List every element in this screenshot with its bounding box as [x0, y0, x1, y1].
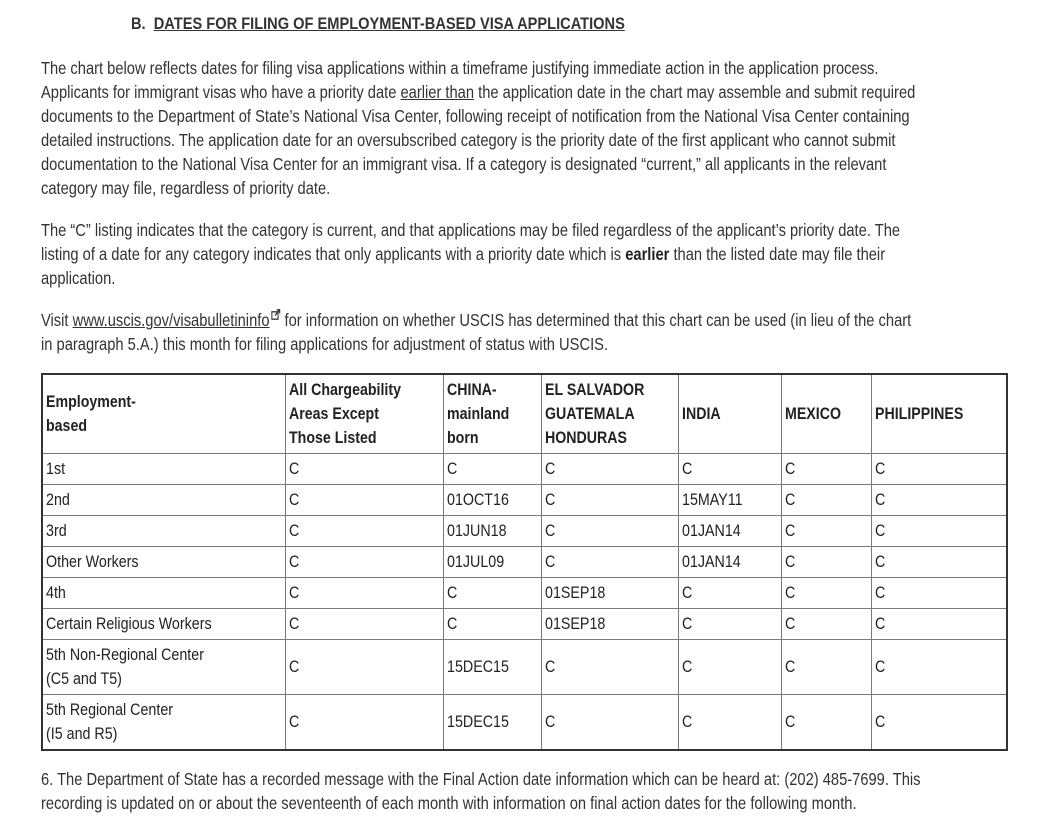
- date-cell-el-salvador-guatemala-honduras: [541, 485, 679, 516]
- date-cell-india: [679, 454, 782, 485]
- date-value: C: [289, 583, 300, 602]
- date-cell-philippines: [871, 578, 1007, 609]
- date-value: C: [874, 552, 886, 571]
- date-value: 01JUL09: [446, 552, 504, 571]
- date-value: C: [544, 459, 555, 478]
- date-value: C: [682, 657, 693, 676]
- c-listing-line: than the listed date may file their: [669, 244, 886, 264]
- table-header-row: [42, 374, 1007, 454]
- date-cell-china: [443, 516, 541, 547]
- date-cell-all-chargeability: [286, 640, 444, 695]
- intro-paragraph: [41, 56, 1049, 200]
- date-cell-mexico: [782, 695, 872, 751]
- date-value: 01SEP18: [544, 583, 605, 602]
- date-cell-philippines: [871, 547, 1007, 578]
- date-cell-india: [679, 578, 782, 609]
- footer-paragraph: [41, 767, 1049, 815]
- date-cell-el-salvador-guatemala-honduras: [541, 516, 679, 547]
- category-label: 3rd: [46, 521, 67, 540]
- header-india: INDIA: [679, 374, 782, 454]
- date-value: 01OCT16: [446, 490, 509, 509]
- category-label: 2nd: [46, 490, 70, 509]
- date-value: C: [544, 521, 555, 540]
- c-listing-paragraph: [41, 218, 1049, 290]
- date-value: C: [785, 712, 796, 731]
- category-cell: [42, 454, 286, 485]
- uscis-visabulletin-link[interactable]: www.uscis.gov/visabulletininfo: [72, 310, 270, 330]
- date-value: 15DEC15: [446, 712, 509, 731]
- date-value: C: [874, 521, 886, 540]
- date-cell-philippines: [871, 516, 1007, 547]
- date-cell-all-chargeability: [286, 454, 444, 485]
- date-value: C: [682, 614, 693, 633]
- date-value: C: [682, 712, 693, 731]
- visit-text: in paragraph 5.A.) this month for filing applications for adjustment of status with USCIS.: [41, 334, 609, 354]
- date-value: C: [785, 459, 796, 478]
- table-row: [42, 578, 1007, 609]
- date-value: C: [544, 657, 555, 676]
- date-value: C: [446, 614, 458, 633]
- table-row: [42, 695, 1007, 751]
- date-cell-china: [443, 454, 541, 485]
- date-cell-el-salvador-guatemala-honduras: [541, 609, 679, 640]
- c-listing-line: application.: [41, 268, 116, 288]
- intro-line: detailed instructions. The application date for an oversubscribed category is the priority date of the first applicant who cannot submit: [41, 130, 896, 150]
- date-value: C: [289, 459, 300, 478]
- category-cell: [42, 485, 286, 516]
- category-label: 1st: [46, 459, 66, 478]
- table-row: [42, 454, 1007, 485]
- date-cell-india: [679, 516, 782, 547]
- date-cell-mexico: [782, 547, 872, 578]
- date-value: C: [446, 583, 458, 602]
- date-cell-china: [443, 485, 541, 516]
- date-value: C: [446, 459, 458, 478]
- date-cell-el-salvador-guatemala-honduras: [541, 454, 679, 485]
- date-cell-philippines: [871, 485, 1007, 516]
- category-label: Other Workers: [46, 552, 139, 571]
- date-value: C: [544, 552, 555, 571]
- date-value: C: [682, 583, 693, 602]
- section-prefix: B.: [131, 14, 146, 33]
- date-value: C: [874, 490, 886, 509]
- date-value: 01SEP18: [544, 614, 605, 633]
- date-cell-all-chargeability: [286, 578, 444, 609]
- date-value: C: [874, 614, 886, 633]
- date-cell-china: [443, 547, 541, 578]
- visit-text: Visit: [41, 310, 73, 330]
- date-cell-china: [443, 578, 541, 609]
- date-cell-india: [679, 640, 782, 695]
- date-cell-el-salvador-guatemala-honduras: [541, 695, 679, 751]
- date-cell-india: [679, 695, 782, 751]
- date-cell-all-chargeability: [286, 516, 444, 547]
- header-china: CHINA- mainland born: [443, 374, 541, 454]
- external-link-icon[interactable]: [271, 309, 280, 320]
- category-label: 5th Non-Regional Center: [46, 645, 204, 664]
- date-cell-india: [679, 547, 782, 578]
- date-cell-mexico: [782, 640, 872, 695]
- category-label: (I5 and R5): [46, 724, 118, 743]
- date-cell-all-chargeability: [286, 695, 444, 751]
- date-value: C: [289, 521, 300, 540]
- intro-line: The chart below reflects dates for filing visa applications within a timeframe justifying immediate action in the application process.: [41, 58, 879, 78]
- emphasis-earlier: earlier: [625, 244, 670, 264]
- date-value: 01JUN18: [446, 521, 507, 540]
- date-value: C: [289, 657, 300, 676]
- date-value: 01JAN14: [682, 552, 742, 571]
- category-label: Certain Religious Workers: [46, 614, 212, 633]
- header-mexico: MEXICO: [782, 374, 872, 454]
- header-all-chargeability: All Chargeability Areas Except Those Listed: [286, 374, 444, 454]
- footer-line: 6. The Department of State has a recorded message with the Final Action date information which can be heard at: (202) 485-7699. This: [41, 769, 921, 789]
- table-row: [42, 547, 1007, 578]
- date-cell-philippines: [871, 640, 1007, 695]
- emphasis-earlier-than: earlier than: [400, 82, 475, 102]
- date-cell-india: [679, 609, 782, 640]
- date-value: C: [682, 459, 693, 478]
- category-label: (C5 and T5): [46, 669, 122, 688]
- date-cell-mexico: [782, 454, 872, 485]
- date-value: C: [874, 583, 886, 602]
- date-value: C: [785, 521, 796, 540]
- date-value: C: [289, 552, 300, 571]
- date-value: C: [544, 490, 555, 509]
- date-cell-china: [443, 609, 541, 640]
- category-label: 4th: [46, 583, 66, 602]
- date-value: 15MAY11: [682, 490, 743, 509]
- date-value: C: [785, 552, 796, 571]
- date-cell-philippines: [871, 454, 1007, 485]
- category-cell: [42, 578, 286, 609]
- category-cell: [42, 547, 286, 578]
- date-value: C: [785, 583, 796, 602]
- date-value: C: [289, 712, 300, 731]
- date-cell-el-salvador-guatemala-honduras: [541, 578, 679, 609]
- date-value: C: [874, 712, 886, 731]
- date-value: C: [785, 657, 796, 676]
- category-cell: [42, 695, 286, 751]
- date-value: 01JAN14: [682, 521, 742, 540]
- header-philippines: PHILIPPINES: [871, 374, 1007, 454]
- date-cell-india: [679, 485, 782, 516]
- visit-paragraph: [41, 308, 1049, 356]
- header-employment-based: Employment- based: [42, 374, 286, 454]
- date-cell-philippines: [871, 609, 1007, 640]
- table-row: [42, 609, 1007, 640]
- c-listing-line: The “C” listing indicates that the category is current, and that applications may be filed regardless of the applicant’s priority date. The: [41, 220, 901, 240]
- date-value: C: [289, 614, 300, 633]
- date-value: C: [785, 490, 796, 509]
- date-cell-all-chargeability: [286, 609, 444, 640]
- date-cell-el-salvador-guatemala-honduras: [541, 547, 679, 578]
- employment-dates-for-filing-table: [41, 373, 1008, 751]
- category-label: 5th Regional Center: [46, 700, 174, 719]
- category-cell: [42, 609, 286, 640]
- intro-line: Applicants for immigrant visas who have a priority date: [41, 82, 401, 102]
- category-cell: [42, 640, 286, 695]
- footer-line: recording is updated on or about the seventeenth of each month with information on final action dates for the following month.: [41, 793, 857, 813]
- c-listing-line: listing of a date for any category indicates that only applicants with a priority date which is: [41, 244, 626, 264]
- intro-line: category may file, regardless of priority date.: [41, 178, 331, 198]
- date-value: C: [785, 614, 796, 633]
- table-row: [42, 516, 1007, 547]
- header-el-salvador-guatemala-honduras: EL SALVADOR GUATEMALA HONDURAS: [541, 374, 679, 454]
- date-value: C: [544, 712, 555, 731]
- visit-text: for information on whether USCIS has determined that this chart can be used (in lieu of the chart: [280, 310, 912, 330]
- intro-line: documents to the Department of State’s National Visa Center, following receipt of notification from the National Visa Center containing: [41, 106, 910, 126]
- intro-line: the application date in the chart may assemble and submit required: [474, 82, 916, 102]
- date-cell-mexico: [782, 516, 872, 547]
- section-title: DATES FOR FILING OF EMPLOYMENT-BASED VISA APPLICATIONS: [153, 14, 625, 33]
- section-heading: [131, 14, 705, 34]
- date-cell-china: [443, 695, 541, 751]
- date-cell-mexico: [782, 609, 872, 640]
- date-value: C: [874, 657, 886, 676]
- category-cell: [42, 516, 286, 547]
- date-value: 15DEC15: [446, 657, 509, 676]
- date-cell-el-salvador-guatemala-honduras: [541, 640, 679, 695]
- date-cell-all-chargeability: [286, 485, 444, 516]
- date-cell-all-chargeability: [286, 547, 444, 578]
- date-value: C: [874, 459, 886, 478]
- date-cell-mexico: [782, 485, 872, 516]
- intro-line: documentation to the National Visa Center for an immigrant visa. If a category is designated “current,” all applicants in the relevant: [41, 154, 887, 174]
- date-cell-mexico: [782, 578, 872, 609]
- date-value: C: [289, 490, 300, 509]
- table-row: [42, 640, 1007, 695]
- date-cell-china: [443, 640, 541, 695]
- date-cell-philippines: [871, 695, 1007, 751]
- table-row: [42, 485, 1007, 516]
